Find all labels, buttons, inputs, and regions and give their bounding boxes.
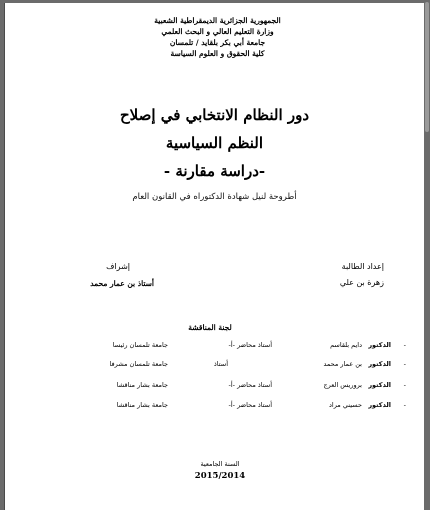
list-dash: - <box>403 360 406 368</box>
header-line-1: الجمهورية الجزائرية الديمقراطية الشعبية <box>154 16 281 25</box>
jury-member-role: جامعة تلمسان مشرفا <box>109 360 168 368</box>
jury-member-row <box>5 341 424 353</box>
jury-member-rank: أستاذ محاضر -أ- <box>228 401 272 409</box>
prepared-by-label: إعداد الطالبة <box>341 262 384 271</box>
jury-member-role: جامعة بشار مناقشا <box>116 401 168 409</box>
supervision-label: إشراف <box>106 262 130 271</box>
student-name: زهرة بن علي <box>339 278 384 287</box>
thesis-title-line-2: النظم السياسية <box>165 134 264 152</box>
header-line-3: جامعة أبي بكر بلقايد / تلمسان <box>169 38 266 47</box>
thesis-title-line-1: دور النظام الانتخابي في إصلاح <box>119 106 310 124</box>
jury-member-title: الدكتور <box>368 341 391 349</box>
jury-member-name: بروريس العرج <box>323 381 362 389</box>
jury-member-name: دايم بلقاسم <box>330 341 362 349</box>
jury-member-row <box>5 360 424 372</box>
academic-year-label: السنة الجامعية <box>200 460 240 468</box>
header-line-4: كلية الحقوق و العلوم السياسة <box>170 49 265 58</box>
jury-member-rank: أستاذ محاضر -أ- <box>228 341 272 349</box>
scrollbar-thumb[interactable] <box>425 2 429 132</box>
jury-member-title: الدكتور <box>368 401 391 409</box>
list-dash: - <box>403 401 406 409</box>
academic-year-value: 2015/2014 <box>194 471 246 481</box>
jury-heading: لجنة المناقشة <box>188 323 232 332</box>
jury-member-rank: أستاذ <box>213 360 228 368</box>
thesis-subtitle: أطروحة لنيل شهادة الدكتوراه في القانون العام <box>132 192 297 202</box>
document-page <box>4 3 424 510</box>
jury-member-rank: أستاذ محاضر -أ- <box>228 381 272 389</box>
supervisor-name: أستاذ بن عمار محمد <box>90 279 154 288</box>
jury-member-role: جامعة بشار مناقشا <box>116 381 168 389</box>
thesis-title-line-3: -دراسة مقارنة - <box>163 162 266 180</box>
jury-member-row <box>5 381 424 393</box>
vertical-scrollbar[interactable] <box>424 0 430 510</box>
jury-member-title: الدكتور <box>368 360 391 368</box>
list-dash: - <box>403 341 406 349</box>
jury-member-title: الدكتور <box>368 381 391 389</box>
list-dash: - <box>403 381 406 389</box>
jury-member-name: حسيني مراد <box>329 401 362 409</box>
jury-member-row <box>5 401 424 413</box>
jury-member-name: بن عمار محمد <box>323 360 362 368</box>
jury-member-role: جامعة تلمسان رئيسا <box>112 341 168 349</box>
header-line-2: وزارة التعليم العالي و البحث العلمي <box>161 27 274 36</box>
